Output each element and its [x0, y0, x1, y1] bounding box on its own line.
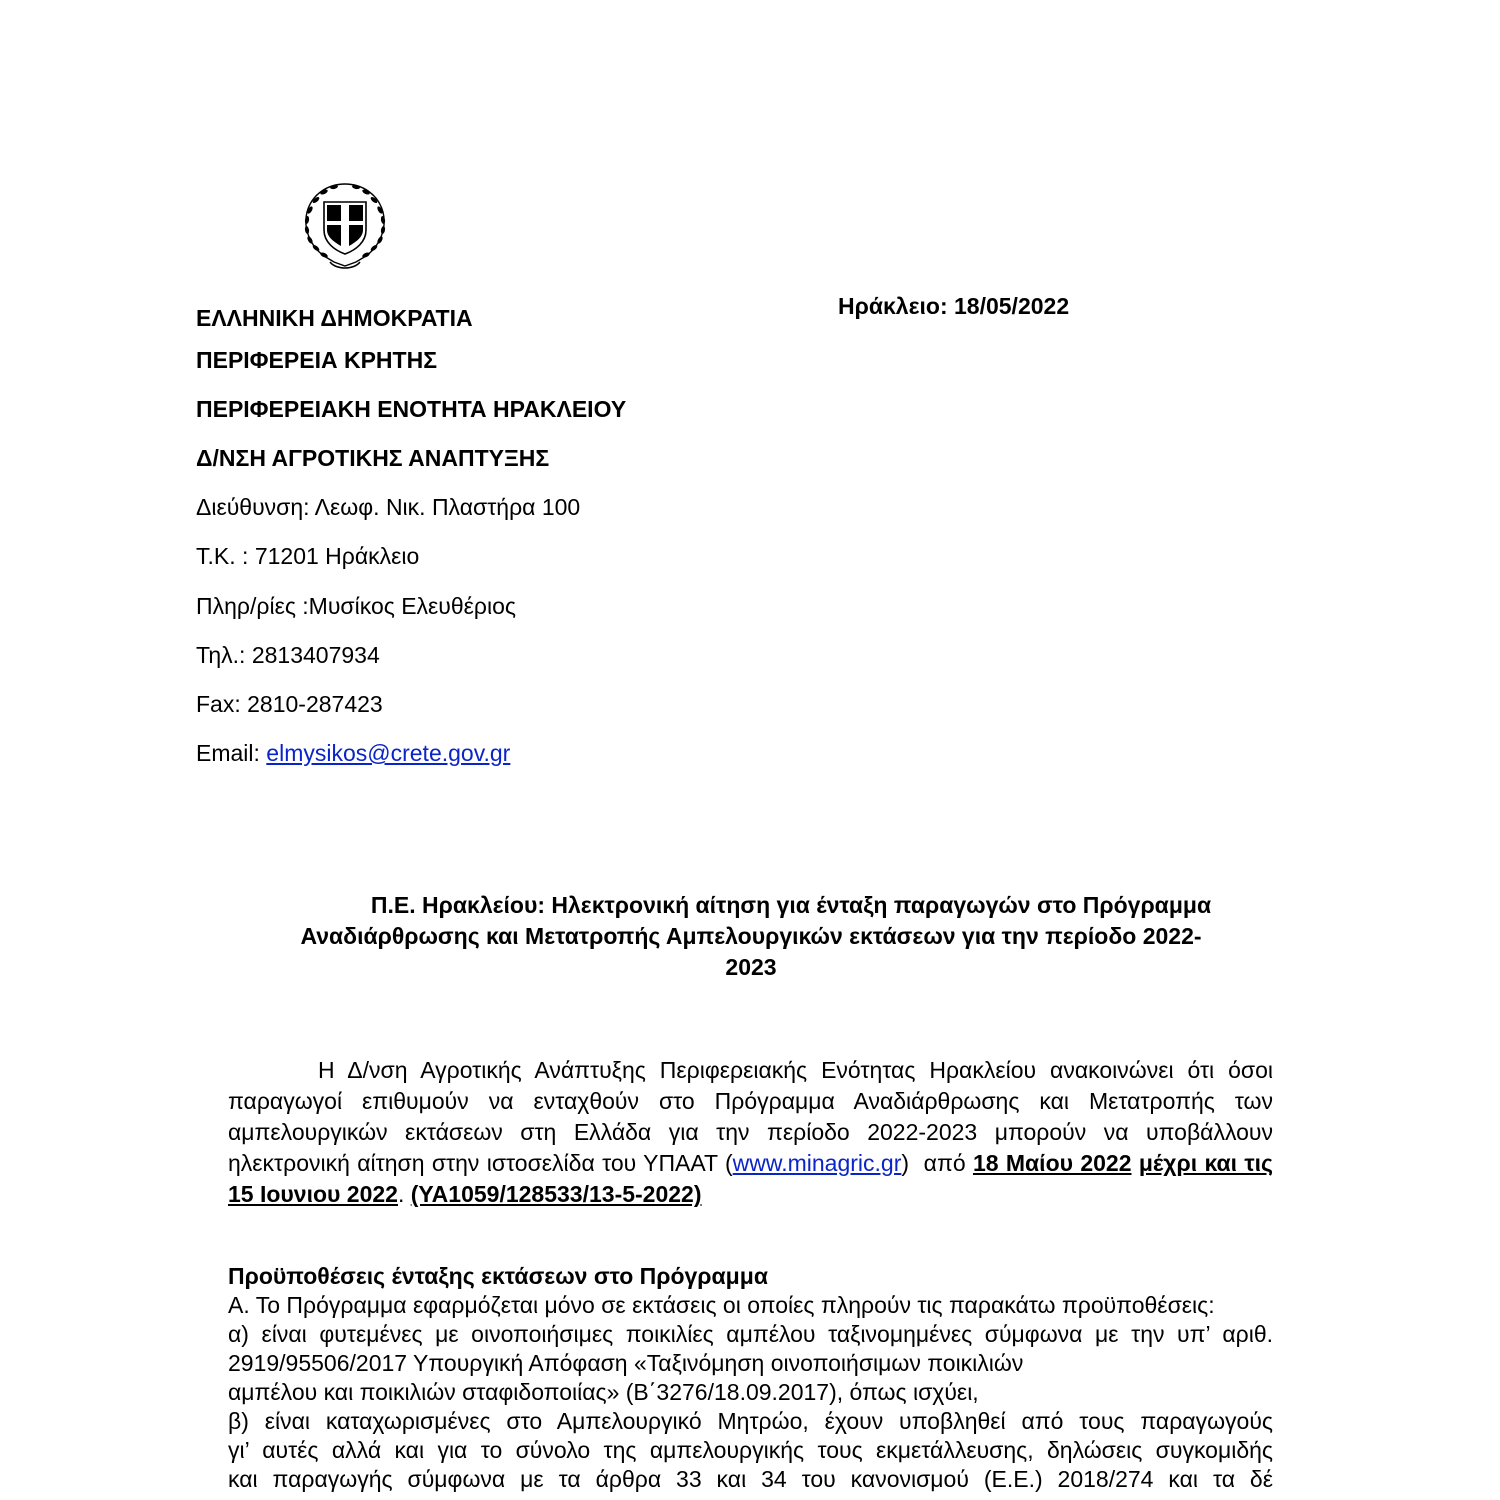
- org-line-region: ΠΕΡΙΦΕΡΕΙΑ ΚΡΗΤΗΣ: [196, 347, 437, 373]
- coat-of-arms-emblem: [298, 180, 392, 272]
- title-line-3: 2023: [725, 954, 777, 980]
- intro-text: Η Δ/νση Αγροτικής Ανάπτυξης Περιφερειακής Ενότητας Ηρακλείου ανακοινώνει ότι όσοι παραγωγοί επιθυμούν να ενταχθούν στο Πρόγραμμα Αναδιάρθρωσης και Μετατροπής των αμπελουργικών εκτάσεων στη Ελλάδα για την περίοδο 2022-2023 μπορούν να υποβάλλουν ηλεκτρονική αίτηση στην ιστοσελίδα του ΥΠΑΑΤ (: [228, 1057, 1273, 1176]
- title-line-1: Π.Ε. Ηρακλείου: Ηλεκτρονική αίτηση για ένταξη παραγωγών στο Πρόγραμμα: [370, 892, 1212, 918]
- announcement-title: [232, 890, 1270, 983]
- date-end: μέχρι και τις 15 Ιουνιου 2022: [228, 1150, 1273, 1207]
- org-line-regional-unit: ΠΕΡΙΦΕΡΕΙΑΚΗ ΕΝΟΤΗΤΑ ΗΡΑΚΛΕΙΟΥ: [196, 396, 627, 422]
- org-line-directorate: Δ/ΝΣΗ ΑΓΡΟΤΙΚΗΣ ΑΝΑΠΤΥΞΗΣ: [196, 445, 550, 471]
- email-link[interactable]: elmysikos@crete.gov.gr: [266, 740, 511, 766]
- condition-beta-line-2: γι’ αυτές αλλά και για το σύνολο της αμπελουργικής τους εκμετάλλευσης, δηλώσεις συγκομιδής: [228, 1437, 1273, 1463]
- email-line: [196, 740, 510, 767]
- date-start: 18 Μαίου 2022: [972, 1150, 1132, 1176]
- title-line-2: Αναδιάρθρωσης και Μετατροπής Αμπελουργικών εκτάσεων για την περίοδο 2022-: [300, 923, 1202, 949]
- intro-after-link: ) από: [901, 1150, 973, 1176]
- document-date: Ηράκλειο: 18/05/2022: [838, 293, 1070, 319]
- postal-code-line: Τ.Κ. : 71201 Ηράκλειο: [196, 543, 420, 569]
- condition-alpha-line-2: 2919/95506/2017 Υπουργική Απόφαση «Ταξινόμηση οινοποιήσιμων ποικιλιών: [228, 1350, 1024, 1376]
- condition-a: Α. Το Πρόγραμμα εφαρμόζεται μόνο σε εκτάσεις οι οποίες πληρούν τις παρακάτω προϋποθέσεις:: [228, 1292, 1215, 1318]
- email-label: Email:: [196, 740, 267, 766]
- intro-dot: .: [397, 1181, 405, 1207]
- address-line: Διεύθυνση: Λεωφ. Νικ. Πλαστήρα 100: [196, 494, 581, 520]
- conditions-section: [228, 1262, 1273, 1494]
- org-line-republic: ΕΛΛΗΝΙΚΗ ΔΗΜΟΚΡΑΤΙΑ: [196, 305, 473, 331]
- intro-paragraph: [228, 1055, 1273, 1210]
- ministerial-decision-reference: (ΥΑ1059/128533/13-5-2022): [410, 1181, 702, 1207]
- condition-alpha-line-3: αμπέλου και ποικιλιών σταφιδοποιίας» (Β΄3276/18.09.2017), όπως ισχύει,: [228, 1379, 979, 1405]
- condition-beta-line-1: β) είναι καταχωρισμένες στο Αμπελουργικό Μητρώο, έχουν υποβληθεί από τους παραγωγούς: [228, 1408, 1273, 1434]
- phone-line: Τηλ.: 2813407934: [196, 642, 380, 668]
- condition-alpha-line-1: α) είναι φυτεμένες με οινοποιήσιμες ποικιλίες αμπέλου ταξινομημένες σύμφωνα με την υπ’ αριθ.: [228, 1321, 1273, 1347]
- contact-person-line: Πληρ/ρίες :Μυσίκος Ελευθέριος: [196, 593, 517, 619]
- minagric-link[interactable]: www.minagric.gr: [732, 1150, 902, 1176]
- condition-beta-line-3: και παραγωγής σύμφωνα με τα άρθρα 33 και 34 του κανονισμού (Ε.Ε.) 2018/274 και τα δέ: [228, 1466, 1273, 1492]
- conditions-heading: Προϋποθέσεις ένταξης εκτάσεων στο Πρόγραμμα: [228, 1263, 768, 1289]
- fax-line: Fax: 2810-287423: [196, 691, 383, 717]
